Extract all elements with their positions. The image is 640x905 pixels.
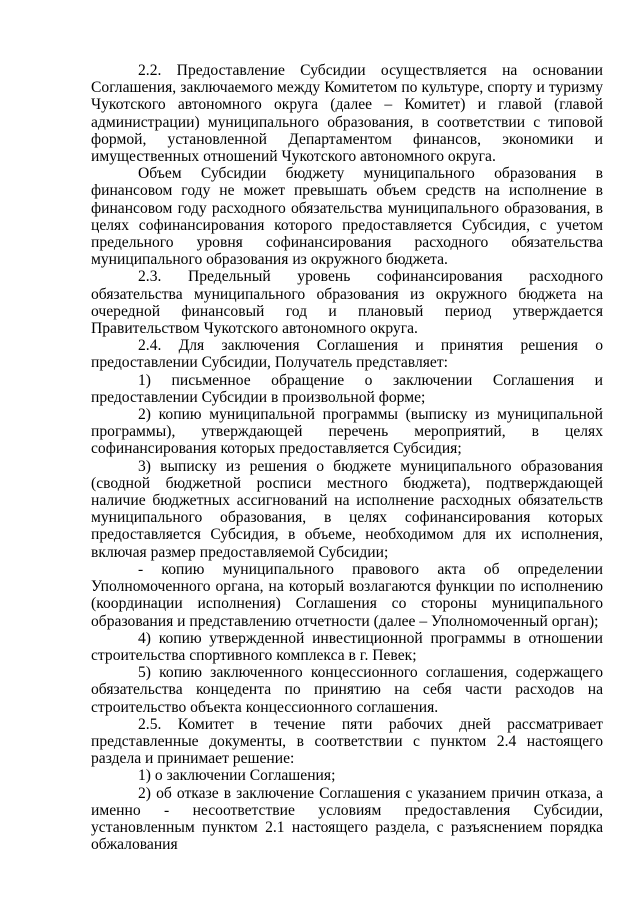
paragraph-subsidy-volume: Объем Субсидии бюджету муниципального образования в финансовом году не может превышать объем средств на исполнение в финансовом году расходного обязательства муниципального образования, в целях софинансирования которого предоставляется Субсидия, с учетом предельного уровня софинансирования расходного обязательства муниципального образования из окружного бюджета.	[91, 165, 603, 269]
document-page	[91, 62, 603, 853]
decision-item-2: 2) об отказе в заключение Соглашения с указанием причин отказа, а именно - несоответствие условиям предоставления Субсидии, установленным пунктом 2.1 настоящего раздела, с разъяснением порядка обжалования	[91, 784, 603, 854]
decision-item-1: 1) о заключении Соглашения;	[138, 767, 336, 785]
list-item-1: 1) письменное обращение о заключении Соглашения и предоставлении Субсидии в произвольной форме;	[91, 371, 603, 406]
list-item-3: 3) выписку из решения о бюджете муниципального образования (сводной бюджетной росписи местного бюджета), подтверждающей наличие бюджетных ассигнований на исполнение расходных обязательств муниципального образования, в целях софинансирования которых предоставляется Субсидия, в объеме, необходимом для их исполнения, включая размер предоставляемой Субсидии;	[91, 457, 603, 561]
list-item-4: 4) копию утвержденной инвестиционной программы в отношении строительства спортивного комплекса в г. Певек;	[91, 629, 603, 664]
paragraph-2-2: 2.2. Предоставление Субсидии осуществляется на основании Соглашения, заключаемого между Комитетом по культуре, спорту и туризму Чукотского автономного округа (далее – Комитет) и главой (главой администрации) муниципального образования, в соответствии с типовой формой, установленной Департаментом финансов, экономики и имущественных отношений Чукотского автономного округа.	[91, 62, 603, 166]
paragraph-2-4: 2.4. Для заключения Соглашения и принятия решения о предоставлении Субсидии, Получатель представляет:	[91, 337, 603, 372]
list-item-2: 2) копию муниципальной программы (выписку из муниципальной программы), утверждающей перечень мероприятий, в целях софинансирования которых предоставляется Субсидия;	[91, 406, 603, 458]
paragraph-2-5: 2.5. Комитет в течение пяти рабочих дней рассматривает представленные документы, в соответствии с пунктом 2.4 настоящего раздела и принимает решение:	[91, 715, 603, 768]
list-item-dash: - копию муниципального правового акта об определении Уполномоченного органа, на который возлагаются функции по исполнению (координации исполнения) Соглашения со стороны муниципального образования и представлению отчетности (далее – Уполномоченный орган);	[91, 560, 603, 630]
paragraph-2-3: 2.3. Предельный уровень софинансирования расходного обязательства муниципального образования из окружного бюджета на очередной финансовый год и плановый период утверждается Правительством Чукотского автономного округа.	[91, 268, 603, 338]
list-item-5: 5) копию заключенного концессионного соглашения, содержащего обязательства концедента по принятию на себя части расходов на строительство объекта концессионного соглашения.	[91, 664, 603, 716]
